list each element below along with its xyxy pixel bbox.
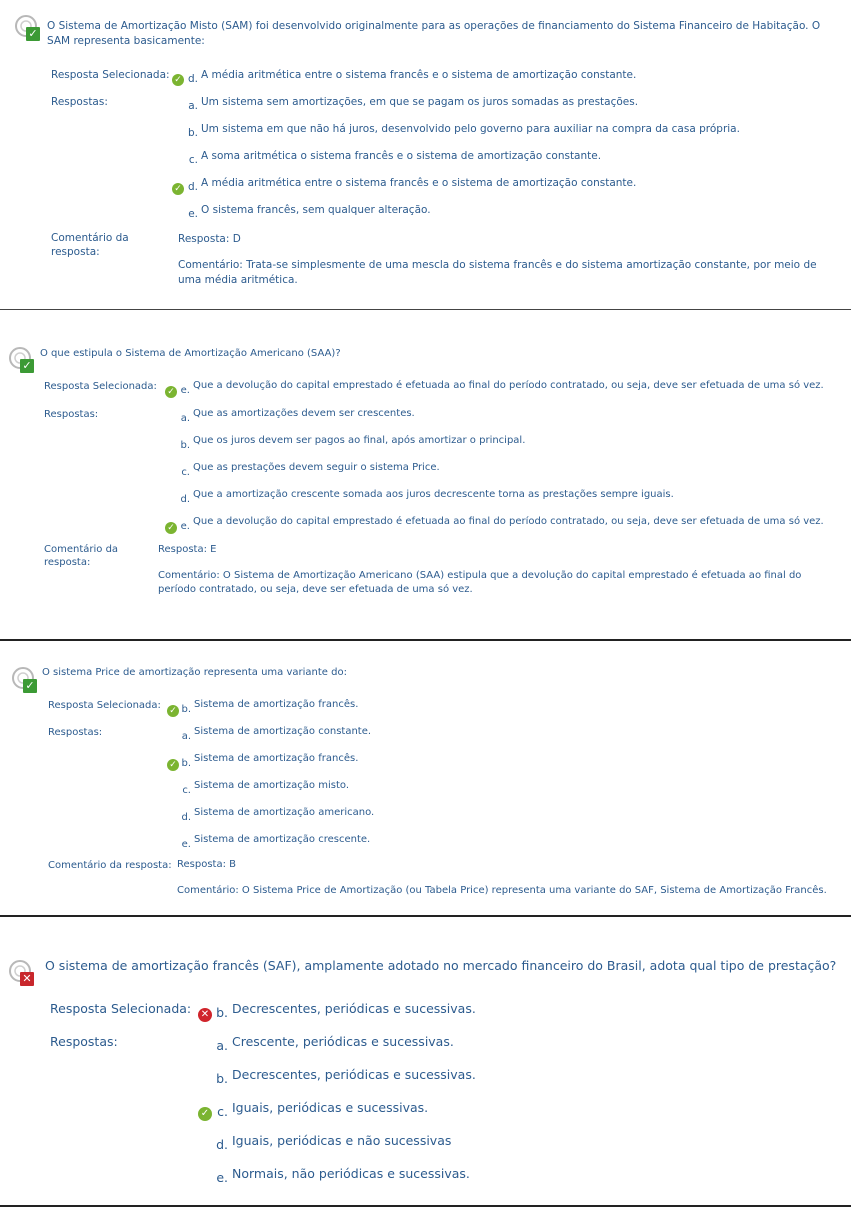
question-1 <box>0 0 851 310</box>
option-letter: b. <box>216 1005 228 1020</box>
option-letter: e. <box>180 521 190 532</box>
answer-comment: Comentário: Trata-se simplesmente de uma mescla do sistema francês e do sistema amortização constante, por meio de uma média aritmética. <box>178 259 817 286</box>
question-text: O Sistema de Amortização Misto (SAM) foi desenvolvido originalmente para as operações de financiamento do Sistema Financeiro de Habitação. O SAM representa basicamente: <box>47 20 821 48</box>
option-letter: c. <box>181 467 190 478</box>
question-text: O que estipula o Sistema de Amortização Americano (SAA)? <box>40 348 341 359</box>
comment-label <box>51 232 129 259</box>
question-status-icon <box>14 14 42 42</box>
answer-option: Normais, não periódicas e sucessivas. <box>232 1166 470 1181</box>
option-letter: c. <box>182 785 191 796</box>
correct-check-icon: ✓ <box>172 183 184 195</box>
question-2 <box>0 310 851 640</box>
correct-check-icon: ✓ <box>167 759 179 771</box>
option-letter: b. <box>181 704 191 715</box>
incorrect-x-icon: ✕ <box>20 972 34 986</box>
answer-option: O sistema francês, sem qualquer alteração. <box>201 204 431 216</box>
answer-comment: Comentário: O Sistema de Amortização Americano (SAA) estipula que a devolução do capital emprestado é efetuada ao final do período contratado, ou seja, deve ser efetuada de uma só vez. <box>158 570 802 595</box>
incorrect-x-icon: ✕ <box>198 1008 212 1022</box>
option-letter: e. <box>216 1170 228 1185</box>
correct-check-icon: ✓ <box>20 359 34 373</box>
comment-label: Comentário da resposta: <box>48 860 172 871</box>
option-letter: d. <box>187 181 198 193</box>
question-3 <box>0 641 851 916</box>
option-letter: b. <box>180 440 190 451</box>
answer-option: Decrescentes, periódicas e sucessivas. <box>232 1067 476 1082</box>
correct-answer: Resposta: D <box>178 233 241 245</box>
option-letter: c. <box>188 154 198 166</box>
correct-answer: Resposta: E <box>158 544 217 555</box>
correct-check-icon: ✓ <box>23 679 37 693</box>
correct-check-icon: ✓ <box>172 74 184 86</box>
answer-option: Crescente, periódicas e sucessivas. <box>232 1034 454 1049</box>
answer-option: Sistema de amortização misto. <box>194 780 350 791</box>
answers-label: Respostas: <box>48 727 103 738</box>
answer-option: Que as amortizações devem ser crescentes. <box>193 408 415 419</box>
selected-answer-label: Resposta Selecionada: <box>44 381 157 392</box>
option-letter: a. <box>216 1038 228 1053</box>
comment-label-line1: Comentário da <box>51 232 129 244</box>
answers-label: Respostas: <box>50 1034 118 1049</box>
answer-option: Um sistema sem amortizações, em que se pagam os juros somadas as prestações. <box>201 96 639 108</box>
option-letter: e. <box>180 385 190 396</box>
answer-option: A média aritmética entre o sistema francês e o sistema de amortização constante. <box>201 177 637 189</box>
selected-answer-label: Resposta Selecionada: <box>48 700 161 711</box>
option-letter: a. <box>180 413 190 424</box>
correct-check-icon: ✓ <box>198 1107 212 1121</box>
option-letter: d. <box>216 1137 228 1152</box>
question-status-icon <box>8 346 36 374</box>
answer-option: Que as prestações devem seguir o sistema Price. <box>193 462 440 473</box>
selected-answer-text: Decrescentes, periódicas e sucessivas. <box>232 1001 476 1016</box>
answer-option: Sistema de amortização constante. <box>194 726 372 737</box>
correct-answer: Resposta: B <box>177 859 236 870</box>
answer-option: Que os juros devem ser pagos ao final, após amortizar o principal. <box>193 435 526 446</box>
answer-option: Um sistema em que não há juros, desenvolvido pelo governo para auxiliar na compra da casa própria. <box>201 123 740 135</box>
answers-label: Respostas: <box>51 96 108 108</box>
comment-label-line2: resposta: <box>44 557 91 568</box>
answers-label: Respostas: <box>44 409 99 420</box>
option-letter: e. <box>188 208 198 220</box>
correct-check-icon: ✓ <box>26 27 40 41</box>
selected-answer-text: Sistema de amortização francês. <box>194 699 359 710</box>
answer-option: Que a amortização crescente somada aos juros decrescente torna as prestações sempre iguais. <box>193 489 674 500</box>
answer-option: Sistema de amortização americano. <box>194 807 375 818</box>
question-status-icon <box>8 959 36 987</box>
divider <box>0 1205 851 1207</box>
question-4 <box>0 917 851 1208</box>
answer-option: Iguais, periódicas e não sucessivas <box>232 1133 452 1148</box>
selected-answer-label: Resposta Selecionada: <box>51 69 170 81</box>
option-letter: e. <box>181 839 191 850</box>
comment-label-line1: Comentário da <box>44 544 119 555</box>
comment-label-line2: resposta: <box>51 245 100 258</box>
option-letter: d. <box>181 812 191 823</box>
option-letter: b. <box>181 758 191 769</box>
answer-option: Que a devolução do capital emprestado é efetuada ao final do período contratado, ou seja, deve ser efetuada de uma só vez. <box>193 516 824 527</box>
selected-answer-text: A média aritmética entre o sistema francês e o sistema de amortização constante. <box>201 69 637 81</box>
answer-option: Sistema de amortização francês. <box>194 753 359 764</box>
option-letter: d. <box>180 494 190 505</box>
option-letter: b. <box>216 1071 228 1086</box>
correct-check-icon: ✓ <box>165 522 177 534</box>
answer-option: A soma aritmética o sistema francês e o sistema de amortização constante. <box>201 150 602 162</box>
selected-answer-label: Resposta Selecionada: <box>50 1001 192 1016</box>
option-letter: a. <box>181 731 191 742</box>
answer-option: Iguais, periódicas e sucessivas. <box>232 1100 429 1115</box>
selected-answer-text: Que a devolução do capital emprestado é efetuada ao final do período contratado, ou seja, deve ser efetuada de uma só vez. <box>193 380 824 391</box>
question-text: O sistema de amortização francês (SAF), amplamente adotado no mercado financeiro do Brasil, adota qual tipo de prestação? <box>45 958 837 973</box>
question-status-icon <box>11 666 39 694</box>
answer-option: Sistema de amortização crescente. <box>194 834 371 845</box>
answer-comment: Comentário: O Sistema Price de Amortização (ou Tabela Price) representa uma variante do SAF, Sistema de Amortização Francês. <box>177 885 827 896</box>
comment-label <box>44 543 118 569</box>
correct-check-icon: ✓ <box>165 386 177 398</box>
correct-check-icon: ✓ <box>167 705 179 717</box>
option-letter: a. <box>188 100 198 112</box>
option-letter: b. <box>187 127 198 139</box>
option-letter: c. <box>217 1104 228 1119</box>
question-text: O sistema Price de amortização representa uma variante do: <box>42 667 347 678</box>
option-letter: d. <box>187 73 198 85</box>
